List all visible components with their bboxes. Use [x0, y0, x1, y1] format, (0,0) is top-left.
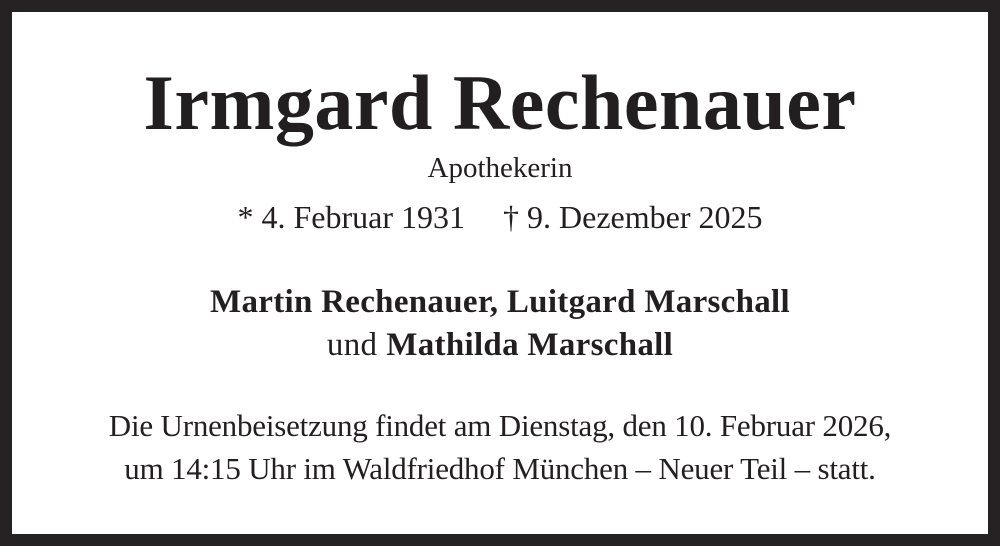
life-dates	[12, 199, 988, 236]
funeral-announcement	[12, 404, 988, 490]
deceased-name: Irmgard Rechenauer	[143, 59, 857, 146]
death-date: † 9. Dezember 2025	[503, 199, 763, 236]
mourners-names: Mathilda Marschall	[386, 327, 674, 364]
birth-date: * 4. Februar 1931	[237, 199, 466, 236]
mourners-block	[12, 281, 988, 367]
announcement-line-2: um 14:15 Uhr im Waldfriedhof München – Neuer Teil – statt.	[124, 451, 876, 487]
mourners-line-2	[12, 324, 988, 367]
profession-subtitle: Apothekerin	[427, 152, 573, 184]
mourners-line-1: Martin Rechenauer, Luitgard Marschall	[210, 284, 790, 321]
mourners-conjunction: und	[326, 327, 378, 364]
announcement-line-1: Die Urnenbeisetzung findet am Dienstag, den 10. Februar 2026,	[108, 408, 892, 444]
